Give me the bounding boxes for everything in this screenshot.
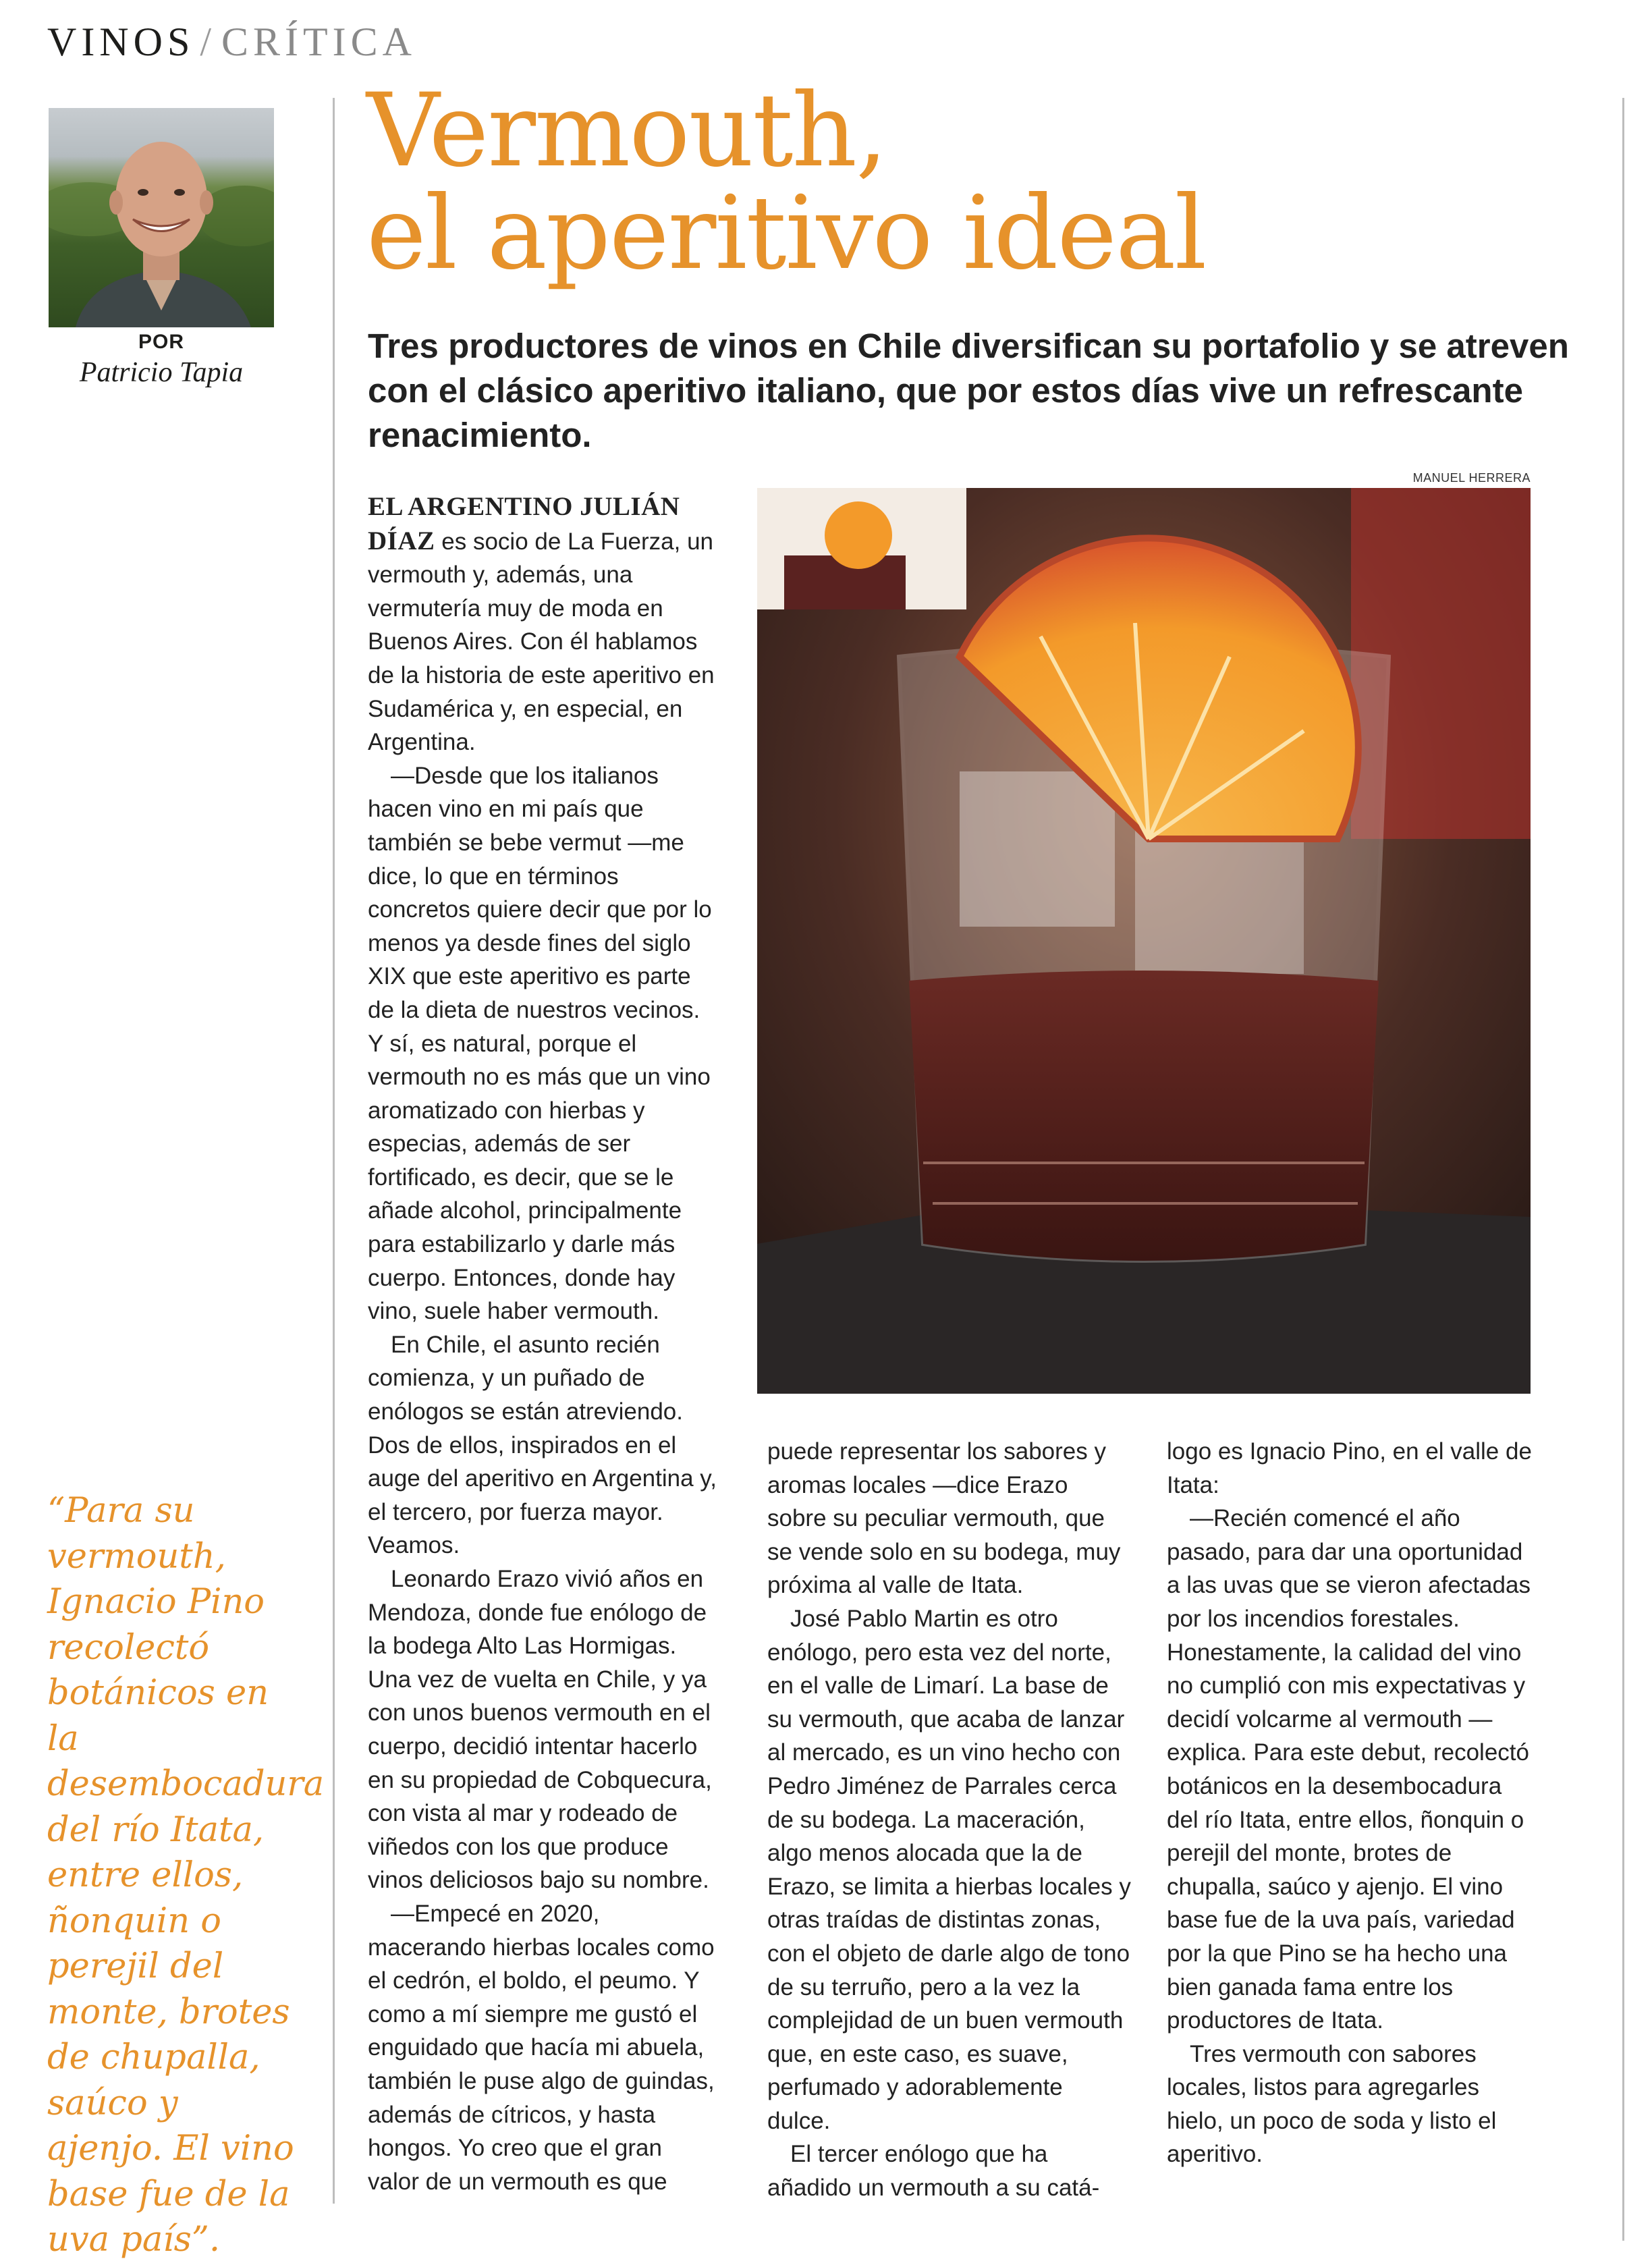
- article-column-3: [1167, 1435, 1538, 2171]
- paragraph: José Pablo Martin es otro enólogo, pero esta vez del norte, en el valle de Limarí. La base de su vermouth, que acaba de lanzar al mercado, es un vino hecho con Pedro Jiménez de Parrales cerca de su bodega. La maceración, algo menos alocada que la de Erazo, se limita a hierbas locales y otras traídas de distintas zonas, con el objeto de darle algo de tono de su terruño, pero a la vez la complejidad de un buen vermouth que, en este caso, es suave, perfumado y adorablemente dulce.: [767, 1605, 1131, 2134]
- vermouth-glass-graphic: [757, 488, 1531, 1394]
- column-divider-right: [1622, 98, 1624, 2241]
- section-label: [47, 19, 416, 65]
- paragraph: El tercer enólogo que ha añadido un vermouth a su catá-: [767, 2141, 1100, 2202]
- paragraph: logo es Ignacio Pino, en el valle de Itata:: [1167, 1438, 1532, 1498]
- paragraph: —Recién comencé el año pasado, para dar una oportunidad a las uvas que se vieron afectadas por los incendios forestales. Honestamente, la calidad del vino no cumplió con mis expectativas y decidí volcarme al vermouth —explica. Para este debut, recolectó botánicos en la desembocadura del río Itata, entre ellos, ñonquin o perejil del monte, brotes de chupalla, saúco y ajenjo. El vino base fue de la uva país, variedad por la que Pino se ha hecho una bien ganada fama entre los productores de Itata.: [1167, 1505, 1531, 2034]
- article-title: [366, 72, 1608, 292]
- photo-credit: MANUEL HERRERA: [1412, 471, 1531, 485]
- author-name: Patricio Tapia: [79, 357, 244, 388]
- pull-quote: “Para su vermouth, Ignacio Pino recolectó botánicos en la desembocadura del río Itata, entre ellos, ñonquin o perejil del monte, brotes de chupalla, saúco y ajenjo. El vino base fue de la uva país”.: [47, 1491, 325, 2260]
- paragraph: Tres vermouth con sabores locales, listos para agregarles hielo, un poco de soda y listo el aperitivo.: [1167, 2040, 1497, 2168]
- vermouth-photo: [757, 488, 1531, 1394]
- column-divider-left: [333, 98, 335, 2204]
- title-line-1: Vermouth,: [366, 72, 887, 190]
- author-portrait-graphic: [49, 108, 274, 327]
- title-line-2: el aperitivo ideal: [366, 175, 1206, 292]
- byline-label: POR: [138, 331, 184, 353]
- paragraph: En Chile, el asunto recién comienza, y un puñado de enólogos se están atreviendo. Dos de ellos, inspirados en el auge del aperitivo en Argentina y, el tercero, por fuerza mayor. Veamos.: [368, 1331, 717, 1559]
- paragraph: —Desde que los italianos hacen vino en mi país que también se bebe vermut —me dice, lo que en términos concretos quiere decir que por lo menos ya desde fines del siglo XIX que este aperitivo es parte de la dieta de nuestros vecinos. Y sí, es natural, porque el vermouth no es más que un vino aromatizado con hierbas y especias, además de ser fortificado, es decir, que se le añade alcohol, principalmente para estabilizarlo y darle más cuerpo. Entonces, donde hay vino, suele haber vermouth.: [368, 762, 712, 1325]
- section-separator: /: [200, 20, 217, 64]
- paragraph: Leonardo Erazo vivió años en Mendoza, donde fue enólogo de la bodega Alto Las Hormigas. Una vez de vuelta en Chile, y ya con unos buenos vermouth en el cuerpo, decidió intentar hacerlo en su propiedad de Cobquecura, con vista al mar y rodeado de viñedos con los que produce vinos deliciosos bajo su nombre.: [368, 1566, 712, 1894]
- subsection-name: CRÍTICA: [221, 20, 417, 64]
- paragraph-lead: [368, 490, 719, 759]
- paragraph: puede representar los sabores y aromas locales —dice Erazo sobre su peculiar vermouth, que se vende solo en su bodega, muy próxima al valle de Itata.: [767, 1438, 1121, 1599]
- paragraph: —Empecé en 2020, macerando hierbas locales como el cedrón, el boldo, el peumo. Y como a mí siempre me gustó el enguidado que hacía mi abuela, también le puse algo de guindas, además de cítricos, y hasta hongos. Yo creo que el gran valor de un vermouth es que: [368, 1900, 715, 2195]
- author-photo: [49, 108, 274, 327]
- article-column-2: [767, 1435, 1132, 2205]
- article-subtitle: Tres productores de vinos en Chile diversifican su portafolio y se atreven con el clásico aperitivo italiano, que por estos días vive un refrescante renacimiento.: [368, 327, 1569, 454]
- article-column-1: [368, 490, 719, 2198]
- lead-in: EL ARGENTINO JULIÁN DÍAZ: [368, 492, 680, 555]
- section-name: VINOS: [47, 20, 195, 64]
- paragraph-text: es socio de La Fuerza, un vermouth y, además, una vermutería muy de moda en Buenos Aires. Con él hablamos de la historia de este aperitivo en Sudamérica y, en especial, en Argentina.: [368, 528, 715, 756]
